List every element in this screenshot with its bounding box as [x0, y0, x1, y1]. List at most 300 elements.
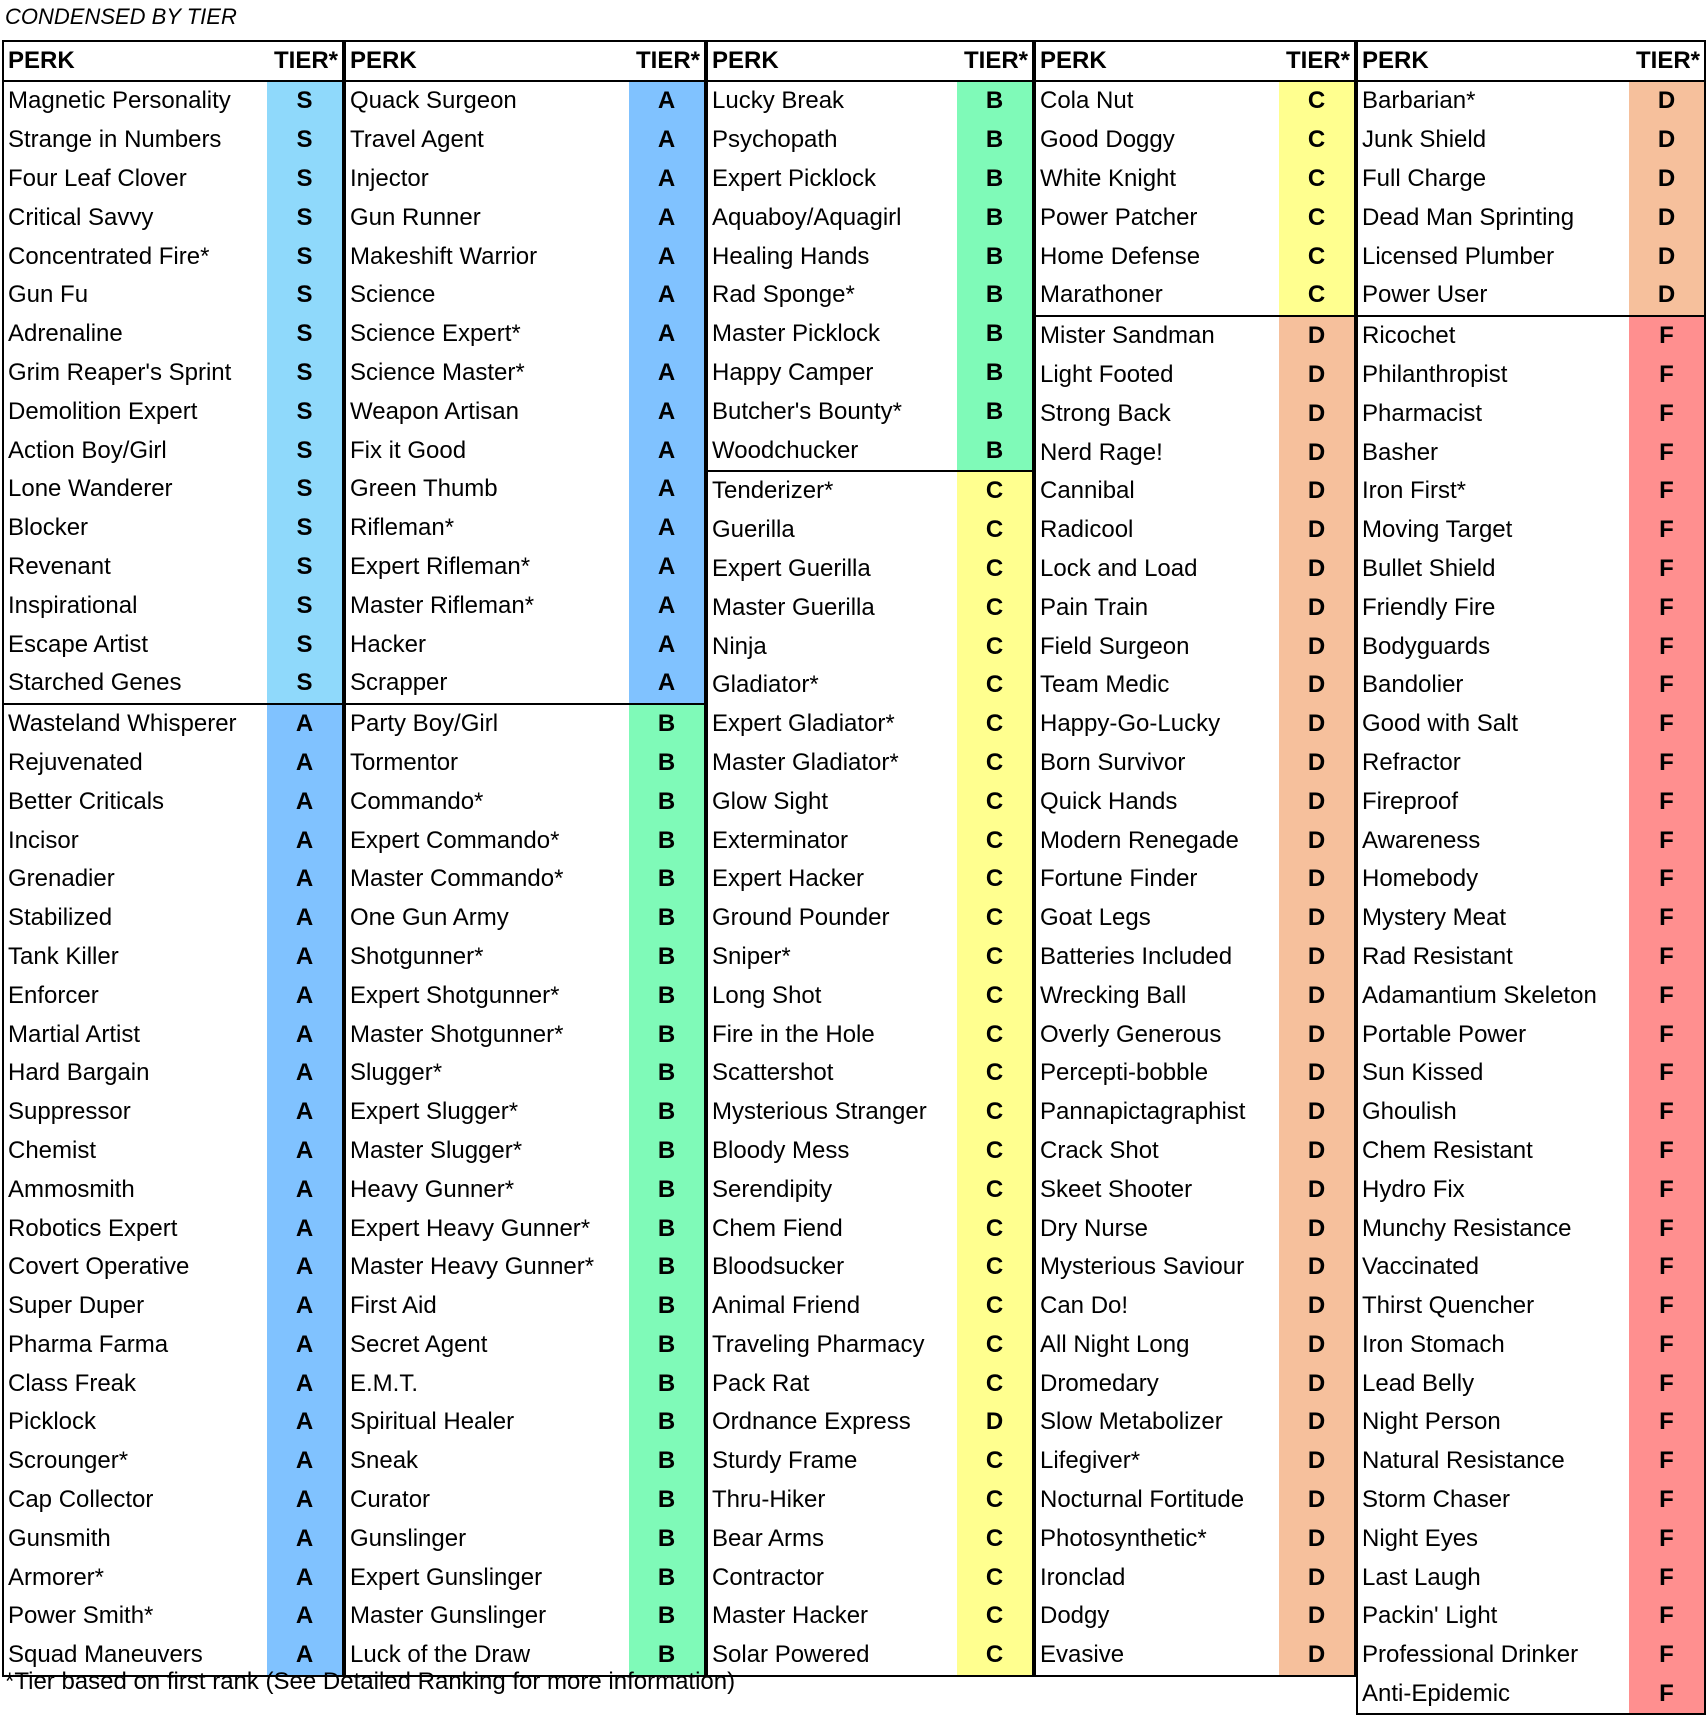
tier-header: TIER*	[1279, 41, 1355, 81]
table-row	[1357, 511, 1705, 550]
table-row	[1035, 627, 1355, 666]
tier-badge: F	[1629, 1364, 1705, 1403]
perk-name: Last Laugh	[1362, 1563, 1481, 1591]
table-row	[1357, 198, 1705, 237]
perk-name: Gladiator*	[712, 671, 819, 699]
tier-badge: S	[267, 431, 343, 470]
perk-name: Injector	[350, 164, 429, 192]
table-row	[3, 1558, 343, 1597]
tier-badge: A	[267, 1209, 343, 1248]
table-row	[1357, 1481, 1705, 1520]
tier-badge: F	[1629, 782, 1705, 821]
tier-badge: C	[1279, 121, 1355, 160]
tier-header: TIER*	[1629, 41, 1705, 81]
table-row	[707, 899, 1033, 938]
tier-badge: F	[1629, 666, 1705, 705]
table-row	[1035, 1248, 1355, 1287]
tier-badge: F	[1629, 899, 1705, 938]
tier-badge: D	[1279, 1209, 1355, 1248]
tier-badge: C	[957, 705, 1033, 744]
table-row	[3, 976, 343, 1015]
perk-name: Thru-Hiker	[712, 1486, 826, 1514]
tier-badge: F	[1629, 1015, 1705, 1054]
table-row	[707, 1636, 1033, 1676]
perk-name: Power User	[1362, 281, 1488, 309]
table-row	[1035, 472, 1355, 511]
table-row	[3, 782, 343, 821]
tier-badge: A	[267, 1364, 343, 1403]
tier-badge: C	[1279, 276, 1355, 316]
tier-badge: F	[1629, 1093, 1705, 1132]
tier-badge: D	[1279, 1054, 1355, 1093]
table-row	[345, 664, 705, 704]
perk-name: Chem Resistant	[1362, 1136, 1533, 1164]
table-row	[1357, 1597, 1705, 1636]
tier-badge: D	[1279, 744, 1355, 783]
perk-name: Gun Fu	[8, 281, 89, 309]
perk-name: Magnetic Personality	[8, 87, 231, 115]
perk-name: Master Hacker	[712, 1602, 869, 1630]
perk-name: Cannibal	[1040, 477, 1135, 505]
table-row	[1035, 938, 1355, 977]
tier-badge: B	[629, 782, 705, 821]
table-row	[707, 1481, 1033, 1520]
perk-header: PERK	[1357, 41, 1629, 81]
perk-name: Expert Picklock	[712, 164, 877, 192]
perk-name: Escape Artist	[8, 630, 149, 658]
tier-badge: C	[957, 899, 1033, 938]
perk-name: Home Defense	[1040, 242, 1201, 270]
perk-name: Philanthropist	[1362, 360, 1508, 388]
perk-name: Sniper*	[712, 942, 791, 970]
tier-badge: D	[1279, 1481, 1355, 1520]
perk-name: Full Charge	[1362, 164, 1487, 192]
perk-name: Vaccinated	[1362, 1253, 1479, 1281]
tier-badge: C	[957, 1636, 1033, 1676]
perk-name: Expert Commando*	[350, 826, 560, 854]
perk-name: Long Shot	[712, 981, 822, 1009]
tier-badge: D	[1279, 472, 1355, 511]
table-row	[345, 121, 705, 160]
tier-badge: D	[1279, 627, 1355, 666]
tier-badge: D	[1279, 821, 1355, 860]
tier-badge: D	[1279, 1326, 1355, 1365]
tier-badge: B	[957, 315, 1033, 354]
tier-badge: D	[1279, 1015, 1355, 1054]
tier-badge: B	[629, 1326, 705, 1365]
perk-name: Rad Sponge*	[712, 281, 855, 309]
tier-badge: A	[267, 1481, 343, 1520]
tier-badge: C	[957, 1287, 1033, 1326]
perk-name: Scrapper	[350, 669, 448, 697]
tier-badge: C	[957, 1015, 1033, 1054]
perk-name: Traveling Pharmacy	[712, 1330, 925, 1358]
table-row	[1357, 1054, 1705, 1093]
perk-name: Hard Bargain	[8, 1059, 150, 1087]
tier-badge: F	[1629, 394, 1705, 433]
tier-badge: D	[1279, 1248, 1355, 1287]
table-row	[707, 471, 1033, 511]
perk-name: Ghoulish	[1362, 1098, 1457, 1126]
tier-badge: D	[1279, 1364, 1355, 1403]
perk-name: Awareness	[1362, 826, 1481, 854]
table-row	[345, 1248, 705, 1287]
perk-name: Overly Generous	[1040, 1020, 1222, 1048]
perk-name: Ricochet	[1357, 316, 1629, 356]
tier-badge: F	[1629, 1326, 1705, 1365]
tier-badge: C	[1279, 81, 1355, 121]
perk-name: Junk Shield	[1362, 126, 1487, 154]
table-row	[345, 782, 705, 821]
table-row	[345, 938, 705, 977]
tier-badge: A	[267, 1442, 343, 1481]
perk-name: Butcher's Bounty*	[712, 397, 903, 425]
perk-name: Slow Metabolizer	[1040, 1408, 1223, 1436]
perk-header: PERK	[3, 41, 267, 81]
tier-badge: D	[1279, 1442, 1355, 1481]
perk-name: Lifegiver*	[1040, 1447, 1141, 1475]
perk-name: Night Person	[1362, 1408, 1501, 1436]
tier-badge: D	[1279, 588, 1355, 627]
table-row	[1035, 860, 1355, 899]
tier-badge: D	[1279, 666, 1355, 705]
perk-name: Master Heavy Gunner*	[350, 1253, 595, 1281]
tier-badge: D	[1279, 938, 1355, 977]
tier-table-2	[344, 40, 706, 1677]
table-row	[3, 586, 343, 625]
tier-badge: F	[1629, 1442, 1705, 1481]
tier-header: TIER*	[957, 41, 1033, 81]
perk-name: Animal Friend	[712, 1292, 861, 1320]
perk-name: Master Shotgunner*	[350, 1020, 564, 1048]
perk-name: Tank Killer	[8, 942, 119, 970]
tier-table-5	[1356, 40, 1706, 1715]
table-row	[1357, 821, 1705, 860]
table-row	[3, 315, 343, 354]
table-row	[707, 550, 1033, 589]
tier-badge: B	[629, 1519, 705, 1558]
perk-name: Pain Train	[1040, 593, 1149, 621]
perk-name: Evasive	[1035, 1636, 1279, 1676]
table-row	[1035, 1015, 1355, 1054]
tier-badge: D	[1279, 1287, 1355, 1326]
perk-name: Adamantium Skeleton	[1362, 981, 1597, 1009]
tier-badge: A	[267, 1287, 343, 1326]
perk-name: Master Guerilla	[712, 593, 875, 621]
header-row	[1357, 41, 1705, 81]
table-row	[707, 938, 1033, 977]
perk-name: Spiritual Healer	[350, 1408, 515, 1436]
table-row	[345, 1364, 705, 1403]
perk-name: Revenant	[8, 552, 111, 580]
perk-name: Goat Legs	[1040, 904, 1151, 932]
table-row	[345, 1015, 705, 1054]
perk-name: Aquaboy/Aquagirl	[712, 203, 902, 231]
perk-name: Sneak	[350, 1447, 419, 1475]
table-row	[1357, 1403, 1705, 1442]
perk-name: Covert Operative	[8, 1253, 190, 1281]
tier-badge: D	[1279, 356, 1355, 395]
perk-name: Grim Reaper's Sprint	[8, 358, 232, 386]
perk-name: Dodgy	[1040, 1602, 1110, 1630]
table-row	[707, 160, 1033, 199]
perk-name: Sun Kissed	[1362, 1059, 1484, 1087]
perk-name: Enforcer	[8, 981, 99, 1009]
tier-badge: D	[1629, 237, 1705, 276]
tier-badge: F	[1629, 1636, 1705, 1675]
tier-badge: C	[957, 666, 1033, 705]
table-row	[1357, 744, 1705, 783]
tier-badge: C	[957, 1326, 1033, 1365]
tier-badge: D	[1629, 198, 1705, 237]
perk-name: Portable Power	[1362, 1020, 1527, 1048]
perk-name: Ammosmith	[8, 1175, 135, 1203]
table-row	[3, 860, 343, 899]
tier-badge: B	[629, 860, 705, 899]
tier-badge: B	[629, 899, 705, 938]
perk-name: Iron First*	[1362, 477, 1467, 505]
perk-name: Born Survivor	[1040, 748, 1186, 776]
table-row	[345, 1481, 705, 1520]
table-row	[1357, 588, 1705, 627]
perk-name: Scattershot	[712, 1059, 834, 1087]
perk-name: Mysterious Stranger	[712, 1098, 927, 1126]
table-row	[1357, 433, 1705, 472]
perk-name: Fire in the Hole	[712, 1020, 875, 1048]
table-row	[1035, 1558, 1355, 1597]
tier-badge: A	[629, 431, 705, 470]
perk-name: Gunsmith	[8, 1524, 111, 1552]
tier-badge: F	[1629, 821, 1705, 860]
perk-name: Dead Man Sprinting	[1362, 203, 1575, 231]
tier-badge: A	[629, 470, 705, 509]
tier-badge: S	[267, 509, 343, 548]
table-row	[1035, 121, 1355, 160]
tier-badge: C	[957, 1248, 1033, 1287]
table-row	[1035, 237, 1355, 276]
tier-badge: A	[267, 1015, 343, 1054]
perk-name: Nerd Rage!	[1040, 438, 1163, 466]
perk-header: PERK	[1035, 41, 1279, 81]
perk-name: Lead Belly	[1362, 1369, 1475, 1397]
tier-badge: B	[629, 1287, 705, 1326]
perk-name: Adrenaline	[8, 320, 123, 348]
perk-name: Wrecking Ball	[1040, 981, 1187, 1009]
tier-badge: B	[957, 354, 1033, 393]
table-row	[345, 509, 705, 548]
perk-name: Expert Heavy Gunner*	[350, 1214, 591, 1242]
table-row	[1357, 666, 1705, 705]
table-row	[345, 704, 705, 744]
perk-name: Mystery Meat	[1362, 904, 1507, 932]
table-row	[1035, 160, 1355, 199]
perk-name: All Night Long	[1040, 1330, 1190, 1358]
table-row	[1357, 316, 1705, 356]
tier-badge: A	[629, 625, 705, 664]
perk-name: Cola Nut	[1040, 87, 1134, 115]
tier-badge: F	[1629, 1287, 1705, 1326]
table-row	[707, 1597, 1033, 1636]
table-row	[1357, 81, 1705, 121]
tier-badge: B	[629, 1636, 705, 1676]
tier-badge: C	[957, 588, 1033, 627]
tier-badge: C	[957, 938, 1033, 977]
perk-name: Storm Chaser	[1362, 1486, 1511, 1514]
table-row	[1357, 1209, 1705, 1248]
table-row	[3, 704, 343, 744]
perk-name: Percepti-bobble	[1040, 1059, 1209, 1087]
tier-badge: D	[1279, 1519, 1355, 1558]
perk-name: Demolition Expert	[8, 397, 198, 425]
table-row	[3, 625, 343, 664]
tier-badge: B	[629, 1597, 705, 1636]
perk-name: Bloodsucker	[712, 1253, 845, 1281]
table-row	[707, 860, 1033, 899]
tier-badge: A	[267, 860, 343, 899]
perk-name: Master Picklock	[712, 320, 881, 348]
perk-name: Psychopath	[712, 126, 838, 154]
perk-name: Master Gunslinger	[350, 1602, 547, 1630]
table-row	[1035, 356, 1355, 395]
perk-name: Critical Savvy	[8, 203, 154, 231]
tier-badge: A	[267, 1519, 343, 1558]
table-row	[1035, 666, 1355, 705]
tier-badge: S	[267, 548, 343, 587]
tier-badge: D	[1279, 1170, 1355, 1209]
perk-name: Lucky Break	[712, 87, 845, 115]
table-row	[3, 1015, 343, 1054]
tier-badge: A	[267, 1132, 343, 1171]
table-row	[1357, 1558, 1705, 1597]
table-row	[1035, 1597, 1355, 1636]
tier-badge: C	[957, 627, 1033, 666]
tier-badge: S	[267, 198, 343, 237]
tier-badge: C	[957, 1481, 1033, 1520]
perk-name: Pharmacist	[1362, 399, 1483, 427]
table-row	[1357, 1364, 1705, 1403]
perk-name: Expert Gunslinger	[350, 1563, 543, 1591]
table-row	[1357, 860, 1705, 899]
table-row	[707, 666, 1033, 705]
tier-badge: D	[1279, 705, 1355, 744]
perk-name: Inspirational	[8, 591, 138, 619]
perk-name: Fireproof	[1362, 787, 1459, 815]
perk-name: Good Doggy	[1040, 126, 1175, 154]
tier-badge: C	[957, 1364, 1033, 1403]
tier-badge: F	[1629, 356, 1705, 395]
table-row	[345, 1403, 705, 1442]
table-row	[345, 1326, 705, 1365]
tier-badge: A	[267, 1170, 343, 1209]
tier-badge: S	[267, 586, 343, 625]
tier-badge: C	[1279, 160, 1355, 199]
tier-badge: D	[1279, 316, 1355, 356]
perk-name: Picklock	[8, 1408, 97, 1436]
table-row	[707, 705, 1033, 744]
table-row	[3, 1442, 343, 1481]
perk-name: Suppressor	[8, 1098, 131, 1126]
perk-name: Mysterious Saviour	[1040, 1253, 1245, 1281]
perk-name: Weapon Artisan	[350, 397, 519, 425]
perk-name: Green Thumb	[350, 475, 498, 503]
tier-badge: F	[1629, 588, 1705, 627]
table-row	[707, 354, 1033, 393]
tier-badge: C	[1279, 237, 1355, 276]
tier-badge: F	[1629, 1403, 1705, 1442]
table-row	[345, 315, 705, 354]
table-row	[1357, 1519, 1705, 1558]
table-row	[1035, 1403, 1355, 1442]
perk-name: Quack Surgeon	[350, 87, 517, 115]
tier-badge: S	[267, 392, 343, 431]
table-row	[1035, 433, 1355, 472]
perk-name: Chem Fiend	[712, 1214, 843, 1242]
table-row	[1357, 1287, 1705, 1326]
perk-name: Grenadier	[8, 865, 115, 893]
table-row	[3, 744, 343, 783]
tier-badge: B	[629, 1015, 705, 1054]
tier-badge: F	[1629, 860, 1705, 899]
table-row	[707, 976, 1033, 1015]
table-row	[345, 1093, 705, 1132]
perk-name: Secret Agent	[350, 1330, 488, 1358]
perk-name: Science Expert*	[350, 320, 521, 348]
table-row	[1035, 976, 1355, 1015]
tier-badge: F	[1629, 1675, 1705, 1715]
table-row	[3, 548, 343, 587]
tier-badge: F	[1629, 1054, 1705, 1093]
table-row	[707, 821, 1033, 860]
tier-badge: S	[267, 315, 343, 354]
table-row	[1035, 1093, 1355, 1132]
table-row	[345, 860, 705, 899]
table-row	[345, 1519, 705, 1558]
tier-badge: S	[267, 237, 343, 276]
tier-badge: C	[957, 1519, 1033, 1558]
table-row	[345, 1054, 705, 1093]
perk-name: Dromedary	[1040, 1369, 1159, 1397]
perk-name: Mister Sandman	[1035, 316, 1279, 356]
tier-badge: F	[1629, 1558, 1705, 1597]
table-row	[1357, 237, 1705, 276]
tier-badge: F	[1629, 1248, 1705, 1287]
table-row	[345, 354, 705, 393]
table-row	[345, 81, 705, 121]
perk-name: Squad Maneuvers	[3, 1636, 267, 1676]
table-row	[345, 899, 705, 938]
perk-name: Happy-Go-Lucky	[1040, 710, 1221, 738]
table-row	[1357, 1442, 1705, 1481]
tier-badge: S	[267, 276, 343, 315]
table-row	[1357, 1015, 1705, 1054]
perk-name: Science Master*	[350, 358, 525, 386]
perk-name: Travel Agent	[350, 126, 484, 154]
perk-name: Bandolier	[1362, 671, 1464, 699]
table-row	[345, 392, 705, 431]
tier-badge: B	[957, 198, 1033, 237]
perk-name: Nocturnal Fortitude	[1040, 1486, 1245, 1514]
tier-badge: B	[957, 81, 1033, 121]
perk-name: Super Duper	[8, 1292, 145, 1320]
tier-badge: C	[957, 1442, 1033, 1481]
tier-badge: A	[629, 276, 705, 315]
table-row	[3, 354, 343, 393]
tier-badge: C	[957, 1093, 1033, 1132]
tier-badge: C	[957, 821, 1033, 860]
table-row	[3, 160, 343, 199]
tier-badge: A	[629, 354, 705, 393]
perk-name: Gun Runner	[350, 203, 481, 231]
